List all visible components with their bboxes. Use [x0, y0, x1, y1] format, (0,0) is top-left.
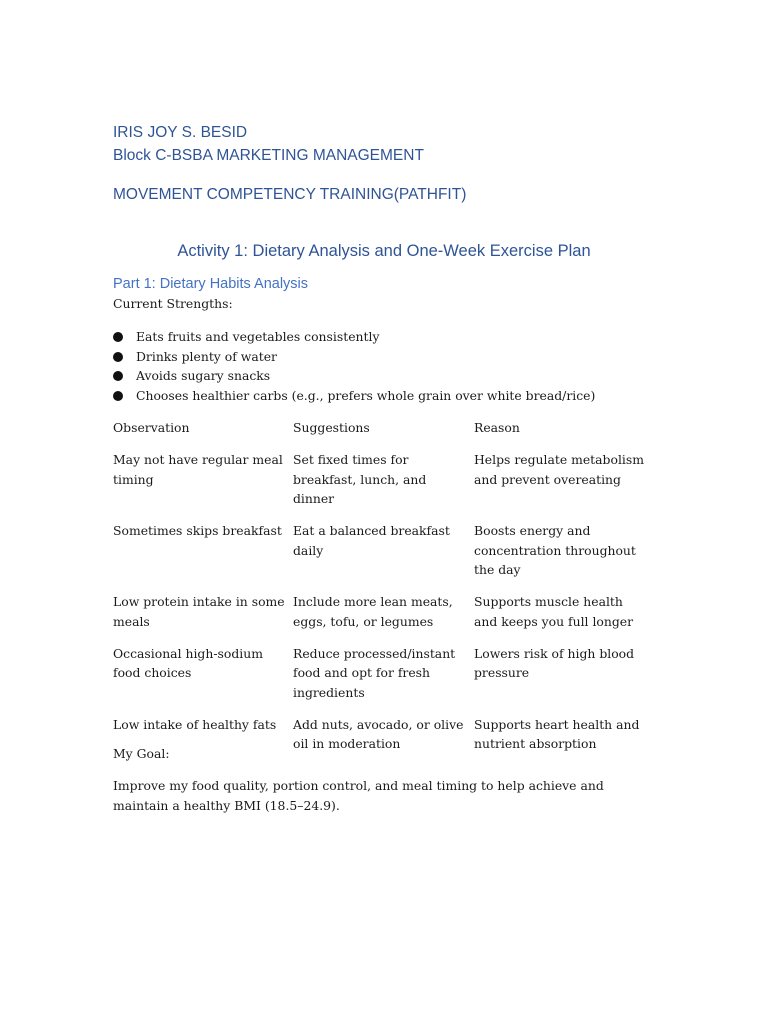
list-item [113, 366, 595, 386]
list-item-text: Drinks plenty of water [136, 348, 277, 364]
part1-title: Part 1: Dietary Habits Analysis [113, 276, 309, 292]
student-block: Block C-BSBA MARKETING MANAGEMENT [113, 147, 424, 164]
table-row [113, 715, 653, 767]
course-title: MOVEMENT COMPETENCY TRAINING(PATHFIT) [113, 186, 467, 203]
column-header-suggestions: Suggestions [293, 420, 370, 435]
column-header-reason: Reason [474, 420, 520, 435]
bullet-icon [113, 391, 123, 401]
list-item-text: Avoids sugary snacks [136, 368, 271, 384]
table-cell-suggestion: Include more lean meats, eggs, tofu, or legumes [293, 594, 453, 629]
list-item-text: Chooses healthier carbs (e.g., prefers whole grain over white bread/rice) [136, 388, 596, 404]
list-item-text: Eats fruits and vegetables consistently [136, 329, 380, 345]
table-cell-suggestion: Reduce processed/instant food and opt for fresh ingredients [293, 645, 456, 700]
column-header-observation: Observation [113, 420, 190, 435]
table-cell-reason: Supports muscle health and keeps you full longer [474, 594, 634, 629]
activity-title: Activity 1: Dietary Analysis and One-Week Exercise Plan [177, 242, 591, 260]
list-item [113, 347, 595, 367]
strengths-list [113, 327, 595, 406]
table-cell-suggestion: Add nuts, avocado, or olive oil in moderation [293, 716, 464, 751]
bullet-icon [113, 352, 123, 362]
table-row [113, 644, 653, 715]
table-cell-reason: Supports heart health and nutrient absorption [474, 716, 640, 751]
table-cell-observation: Low protein intake in some meals [113, 594, 285, 629]
table-cell-observation: Sometimes skips breakfast [113, 523, 282, 538]
table-cell-reason: Helps regulate metabolism and prevent overeating [474, 452, 644, 487]
dietary-analysis-table [113, 418, 653, 766]
table-cell-reason: Lowers risk of high blood pressure [474, 645, 635, 680]
list-item [113, 327, 595, 347]
strengths-label: Current Strengths: [113, 296, 233, 311]
table-cell-suggestion: Set fixed times for breakfast, lunch, and dinner [293, 452, 427, 506]
student-name: IRIS JOY S. BESID [113, 124, 248, 141]
table-cell-observation: May not have regular meal timing [113, 452, 283, 487]
bullet-icon [113, 332, 123, 342]
table-row [113, 521, 653, 592]
table-cell-observation: Low intake of healthy fats [113, 716, 277, 732]
goal-text: Improve my food quality, portion control, and meal timing to help achieve and maintain a healthy BMI (18.5–24.9). [113, 778, 604, 813]
bullet-icon [113, 371, 123, 381]
table-header-row [113, 418, 653, 450]
table-row [113, 592, 653, 644]
table-row [113, 450, 653, 521]
table-cell-suggestion: Eat a balanced breakfast daily [293, 523, 450, 558]
list-item [113, 386, 595, 406]
table-cell-observation: Occasional high-sodium food choices [113, 645, 263, 680]
table-cell-reason: Boosts energy and concentration throughout the day [474, 523, 636, 577]
goal-label: My Goal: [113, 746, 170, 761]
